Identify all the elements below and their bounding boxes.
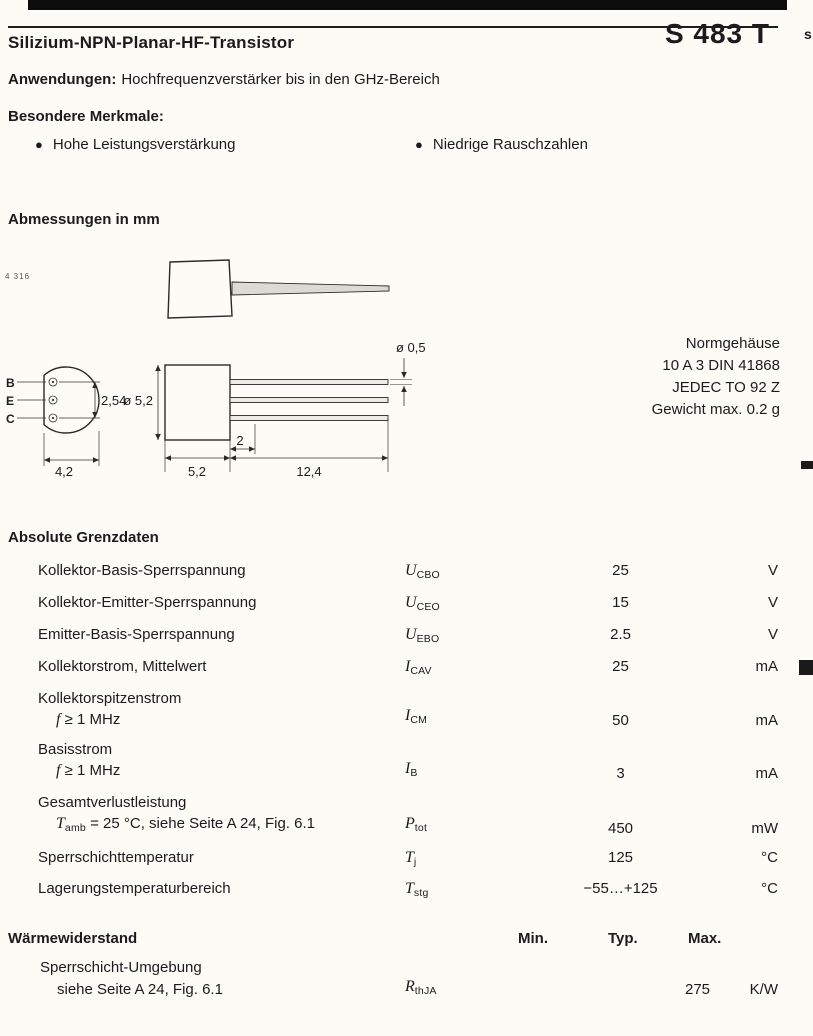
param-symbol: $U_{EBO}$ — [405, 626, 440, 645]
thermal-param-max: 275 — [684, 981, 711, 998]
param-label: Sperrschichttemperatur — [38, 849, 194, 866]
applications-text: Hochfrequenzverstärker bis in den GHz-Bereich — [121, 71, 440, 88]
table-row — [8, 560, 778, 592]
page-edge-letter: s — [804, 26, 812, 42]
package-top-view — [168, 260, 232, 318]
param-value: 15 — [612, 594, 629, 611]
param-unit: mA — [755, 712, 778, 729]
param-value: 2.5 — [610, 626, 631, 643]
col-header-typ: Typ. — [608, 930, 638, 947]
feature-text: Niedrige Rauschzahlen — [432, 136, 588, 153]
table-row — [8, 792, 778, 847]
dim-clearance-label: 2 — [236, 433, 244, 448]
feature-item — [415, 136, 588, 153]
dim-lead-length-label: 12,4 — [296, 464, 322, 479]
param-value: 25 — [612, 562, 629, 579]
param-label: Kollektor-Emitter-Sperrspannung — [38, 594, 257, 611]
param-value: −55…+125 — [583, 880, 658, 897]
col-header-max: Max. — [688, 930, 722, 947]
pin-label-e: E — [6, 394, 15, 408]
param-label: Kollektor-Basis-Sperrspannung — [38, 562, 246, 579]
param-symbol: $P_{tot}$ — [405, 815, 428, 834]
param-symbol: $T_{stg}$ — [405, 880, 429, 899]
abs-max-table — [8, 556, 778, 909]
param-condition: f ≥ 1 MHz — [56, 762, 121, 779]
top-black-bar — [28, 0, 787, 10]
dim-body-length-label: 5,2 — [187, 464, 207, 479]
table-row — [8, 847, 778, 878]
case-info-line: 10 A 3 DIN 41868 — [662, 357, 780, 374]
lead-bottom — [230, 416, 388, 421]
lead-middle — [230, 398, 388, 403]
param-symbol: $I_{CM}$ — [405, 707, 428, 726]
param-symbol: $U_{CEO}$ — [405, 594, 440, 613]
thermal-param-label: Sperrschicht-Umgebung — [40, 959, 202, 976]
case-info-line: Normgehäuse — [685, 335, 780, 352]
table-row — [8, 656, 778, 688]
thermal-param-condition: siehe Seite A 24, Fig. 6.1 — [57, 981, 223, 998]
param-symbol: $I_B$ — [405, 760, 418, 779]
param-value: 25 — [612, 658, 629, 675]
print-mark — [799, 660, 813, 675]
param-symbol: $I_{CAV}$ — [405, 658, 432, 677]
applications-line — [8, 71, 440, 88]
package-side-view — [165, 365, 230, 440]
dim-front-width-label: 4,2 — [54, 464, 74, 479]
param-condition: $T_{amb} = 25$ °C, siehe Seite A 24, Fig. 6.1 — [56, 815, 315, 834]
bullet-icon: ● — [415, 137, 423, 152]
param-label: Kollektorstrom, Mittelwert — [38, 658, 207, 675]
param-label: Emitter-Basis-Sperrspannung — [38, 626, 235, 643]
param-label — [8, 739, 398, 786]
param-label — [8, 792, 398, 839]
pin-label-b: B — [6, 376, 15, 390]
param-label-line: Gesamtverlustleistung — [38, 794, 187, 811]
page-title: Silizium-NPN-Planar-HF-Transistor — [8, 33, 295, 52]
thermal-param-unit: K/W — [749, 981, 778, 998]
print-mark — [801, 461, 813, 469]
dimension-lines — [17, 358, 412, 472]
part-number: S 483 T — [664, 18, 770, 49]
param-unit: °C — [761, 849, 778, 866]
case-info-block — [652, 333, 780, 421]
col-header-min: Min. — [518, 930, 548, 947]
case-info-line: JEDEC TO 92 Z — [672, 379, 780, 396]
param-label: Lagerungstemperaturbereich — [38, 880, 231, 897]
param-label — [8, 688, 398, 735]
param-unit: °C — [761, 880, 778, 897]
dim-lead-dia-label: ø 0,5 — [396, 340, 426, 355]
table-row — [8, 592, 778, 624]
table-row — [8, 739, 778, 792]
param-value: 125 — [607, 849, 634, 866]
table-row — [8, 878, 778, 909]
applications-label: Anwendungen: — [8, 71, 117, 88]
param-unit: V — [767, 562, 778, 579]
package-top-lead — [232, 282, 389, 295]
dim-pitch-label: 2,54 — [101, 393, 127, 408]
header-rule — [8, 26, 778, 28]
param-unit: mW — [751, 820, 778, 837]
dimensions-heading: Abmessungen in mm — [8, 211, 160, 228]
table-row — [8, 624, 778, 656]
thermal-heading: Wärmewiderstand — [8, 930, 138, 947]
abs-max-heading: Absolute Grenzdaten — [8, 529, 159, 546]
pin-label-c: C — [6, 412, 15, 426]
param-label-line: Basisstrom — [38, 741, 113, 758]
param-label-line: Kollektorspitzenstrom — [38, 690, 182, 707]
table-row — [8, 688, 778, 739]
param-unit: V — [767, 626, 778, 643]
param-symbol: $U_{CBO}$ — [405, 562, 440, 581]
param-value: 3 — [616, 765, 625, 782]
param-unit: V — [767, 594, 778, 611]
param-symbol: $T_j$ — [405, 849, 417, 868]
lead-top — [230, 380, 388, 385]
param-unit: mA — [755, 658, 778, 675]
param-value: 50 — [612, 712, 629, 729]
package-drawing — [0, 248, 640, 500]
dim-body-dia-label: ø 5,2 — [123, 393, 153, 408]
thermal-param-symbol: $R_{thJA}$ — [405, 978, 437, 997]
features-heading: Besondere Merkmale: — [8, 108, 164, 125]
case-info-line: Gewicht max. 0.2 g — [651, 401, 780, 418]
bullet-icon: ● — [35, 137, 43, 152]
param-unit: mA — [755, 765, 778, 782]
param-value: 450 — [607, 820, 634, 837]
feature-text: Hohe Leistungsverstärkung — [52, 136, 236, 153]
param-condition: f ≥ 1 MHz — [56, 711, 121, 728]
margin-print-note: 4 316 — [5, 272, 31, 281]
feature-item — [35, 136, 235, 153]
